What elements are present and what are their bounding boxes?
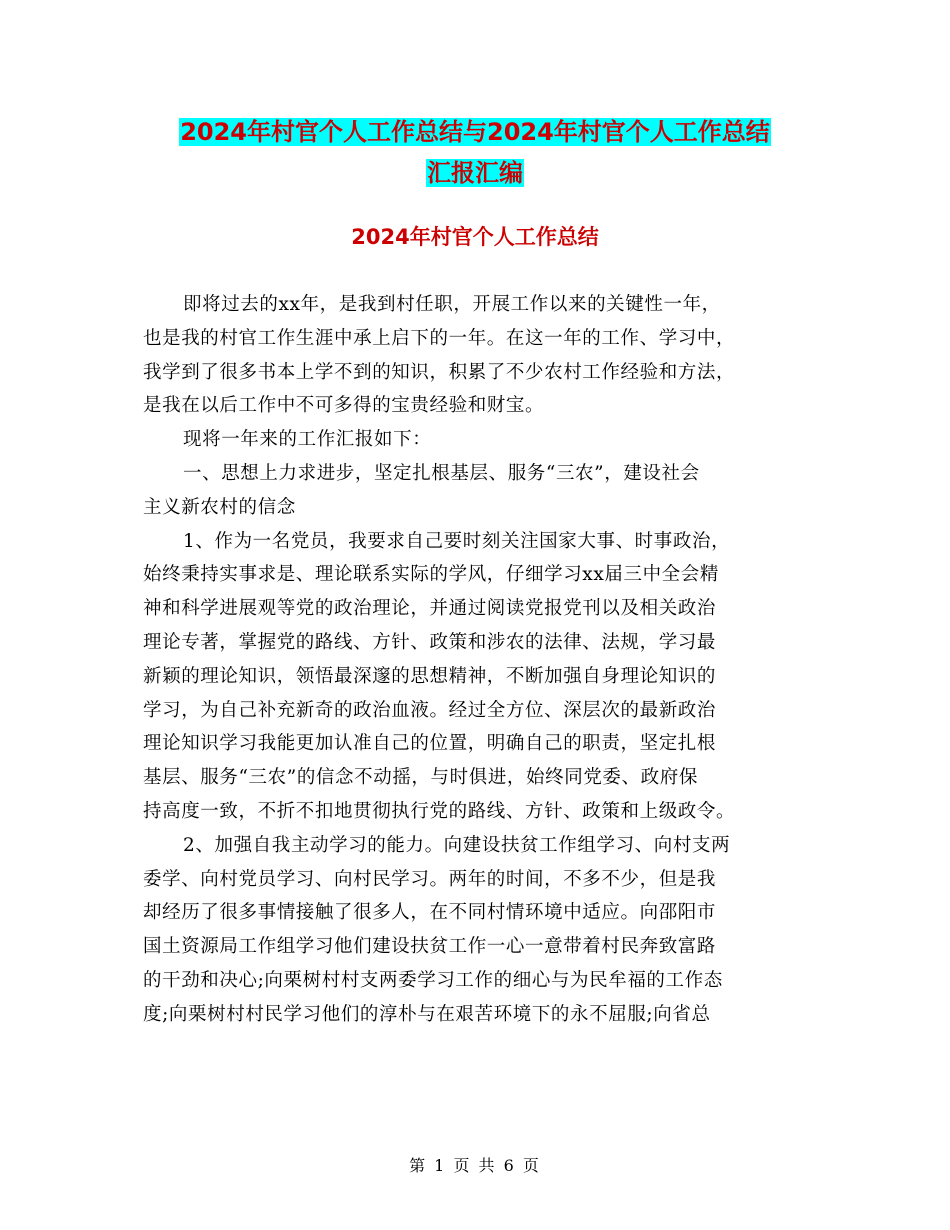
- text-line: 也是我的村官工作生涯中承上启下的一年。在这一年的工作、学习中，: [143, 327, 736, 349]
- text-line: 即将过去的xx年，是我到村任职，开展工作以来的关键性一年，: [183, 294, 721, 315]
- text-line: 理论知识学习我能更加认准自己的位置，明确自己的职责，坚定扎根: [143, 733, 717, 755]
- paragraph-2: [143, 423, 815, 457]
- text-line: 基层、服务“三农”的信念不动摇，与时俱进，始终同党委、政府保: [143, 767, 698, 789]
- text-line: 理论专著，掌握党的路线、方针、政策和涉农的法律、法规，学习最: [143, 631, 717, 653]
- text-line: 2、加强自我主动学习的能力。向建设扶贫工作组学习、向村支两: [183, 834, 731, 856]
- text-line: 神和科学进展观等党的政治理论，并通过阅读党报党刊以及相关政治: [143, 598, 717, 620]
- paragraph-3: [143, 457, 815, 525]
- page-footer: 第 1 页 共 6 页: [409, 1156, 541, 1175]
- text-line: 国土资源局工作组学习他们建设扶贫工作一心一意带着村民奔致富路: [143, 936, 717, 958]
- text-line: 的干劲和决心;向栗树村村支两委学习工作的细心与为民牟福的工作态: [143, 969, 723, 991]
- text-line: 委学、向村党员学习、向村民学习。两年的时间，不多不少，但是我: [143, 868, 717, 890]
- text-line: 始终秉持实事求是、理论联系实际的学风，仔细学习xx届三中全会精: [143, 564, 719, 586]
- text-line: 一、思想上力求进步，坚定扎根基层、服务“三农”，建设社会: [183, 462, 700, 484]
- text-line: 主义新农村的信念: [143, 496, 296, 518]
- document-title-line-1: [0, 116, 950, 148]
- paragraph-4: [143, 525, 815, 829]
- text-line: 度;向栗树村村民学习他们的淳朴与在艰苦环境下的永不屈服;向省总: [143, 1003, 711, 1025]
- text-line: 是我在以后工作中不可多得的宝贵经验和财宝。: [143, 395, 545, 417]
- document-body: [143, 288, 815, 1032]
- text-line: 却经历了很多事情接触了很多人，在不同村情环境中适应。向邵阳市: [143, 902, 717, 924]
- text-line: 持高度一致，不折不扣地贯彻执行党的路线、方针、政策和上级政令。: [143, 800, 736, 822]
- text-line: 现将一年来的工作汇报如下：: [183, 429, 432, 451]
- text-line: 我学到了很多书本上学不到的知识，积累了不少农村工作经验和方法，: [143, 361, 736, 383]
- text-line: 学习，为自己补充新奇的政治血液。经过全方位、深层次的最新政治: [143, 699, 717, 721]
- paragraph-5: [143, 829, 815, 1032]
- text-line: 1、作为一名党员，我要求自己要时刻关注国家大事、时事政治，: [183, 530, 731, 552]
- document-title-line-1-text: 2024年村官个人工作总结与2024年村官个人工作总结: [180, 118, 770, 146]
- document-title-line-2-text: 汇报汇编: [427, 159, 523, 187]
- text-line: 新颖的理论知识，领悟最深邃的思想精神，不断加强自身理论知识的: [143, 665, 717, 687]
- document-title-line-2: [0, 157, 950, 189]
- paragraph-1: [143, 288, 815, 423]
- section-title: 2024年村官个人工作总结: [351, 225, 599, 249]
